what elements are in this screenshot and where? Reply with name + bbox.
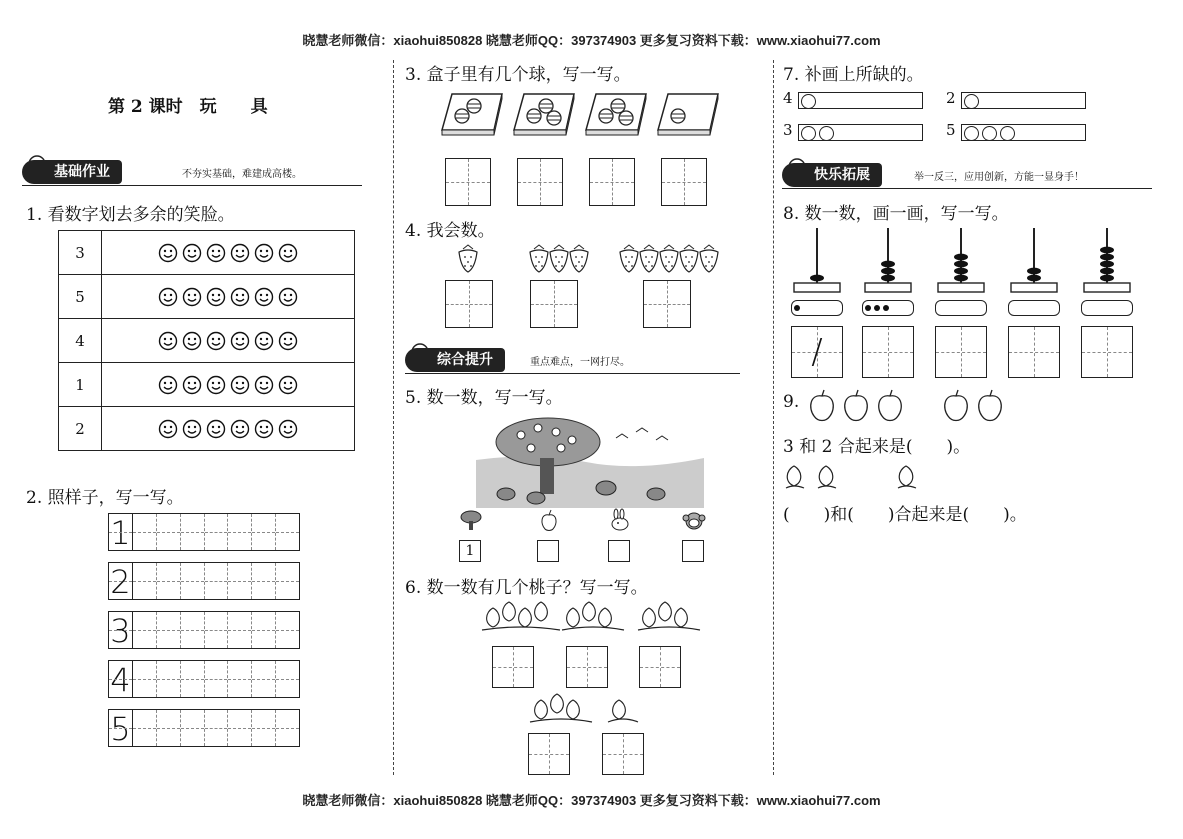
apples-illustration <box>806 388 1011 424</box>
smiley-face-icon[interactable] <box>182 375 202 395</box>
circle-bar[interactable] <box>798 92 923 109</box>
row-number: 3 <box>59 231 102 275</box>
writing-cell[interactable] <box>157 612 181 648</box>
tree-icon <box>458 508 484 532</box>
sample-digit: 3 <box>109 612 133 648</box>
bar-number: 5 <box>946 121 956 139</box>
faces-cell <box>102 363 355 407</box>
faces-cell <box>102 275 355 319</box>
writing-grid-row <box>108 660 300 698</box>
answer-grid-box[interactable] <box>602 733 644 775</box>
answer-box[interactable] <box>537 540 559 562</box>
column-divider <box>773 60 774 775</box>
writing-cell[interactable] <box>252 661 276 697</box>
writing-cell[interactable] <box>157 563 181 599</box>
answer-grid-box[interactable] <box>862 326 914 378</box>
ball-box-illustration <box>584 90 648 136</box>
answer-text: / <box>811 332 823 372</box>
peaches-illustration <box>782 460 942 494</box>
question-7-text: 7. 补画上所缺的。 <box>783 65 924 85</box>
ball-box-illustration <box>656 90 720 136</box>
sample-digit: 2 <box>109 563 133 599</box>
row-number: 2 <box>59 407 102 451</box>
answer-box[interactable] <box>608 540 630 562</box>
smiley-face-icon[interactable] <box>206 419 226 439</box>
circle-icon <box>801 94 816 109</box>
writing-cell[interactable] <box>181 563 205 599</box>
page-header: 晓慧老师微信：xiaohui850828 晓慧老师QQ：397374903 更多复习资料下载：www.xiaohui77.com <box>302 33 881 48</box>
bar-number: 4 <box>783 89 793 107</box>
smiley-face-icon[interactable] <box>158 331 178 351</box>
dot-drawing-box[interactable] <box>862 300 914 316</box>
smiley-face-icon[interactable] <box>158 287 178 307</box>
smiley-face-icon[interactable] <box>182 243 202 263</box>
smiley-face-icon[interactable] <box>182 331 202 351</box>
table-row <box>59 275 355 319</box>
peach-cluster-illustration <box>480 600 562 634</box>
smiley-face-icon[interactable] <box>278 375 298 395</box>
writing-cell[interactable] <box>157 514 181 550</box>
answer-box[interactable] <box>682 540 704 562</box>
circle-icon <box>982 126 997 141</box>
writing-grid-row <box>108 709 300 747</box>
ball-box-illustration <box>440 90 504 136</box>
smiley-face-icon[interactable] <box>278 243 298 263</box>
row-number: 4 <box>59 319 102 363</box>
row-number: 5 <box>59 275 102 319</box>
section-slogan: 举一反三，应用创新，方能一显身手！ <box>914 172 1084 183</box>
strawberry-group-illustration <box>455 244 479 274</box>
answer-grid-box[interactable] <box>1008 326 1060 378</box>
abacus-rod-illustration <box>1004 228 1064 294</box>
writing-cell[interactable] <box>133 514 157 550</box>
strawberry-group-illustration <box>526 244 590 274</box>
answer-grid-box[interactable] <box>566 646 608 688</box>
page-footer: 晓慧老师微信：xiaohui850828 晓慧老师QQ：397374903 更多复习资料下载：www.xiaohui77.com <box>302 793 881 808</box>
section-slogan: 重点难点，一网打尽。 <box>530 357 630 368</box>
peach-cluster-illustration <box>606 692 640 726</box>
answer-grid-box[interactable] <box>661 158 707 206</box>
writing-cell[interactable] <box>205 563 229 599</box>
question-3-text: 3. 盒子里有几个球，写一写。 <box>405 65 631 85</box>
smiley-face-icon[interactable] <box>182 287 202 307</box>
lesson-title: 第 2 课时 玩 具 <box>108 97 268 117</box>
writing-cell[interactable] <box>181 710 205 746</box>
circle-icon <box>964 94 979 109</box>
smiley-face-icon[interactable] <box>254 331 274 351</box>
circle-icon <box>819 126 834 141</box>
answer-grid-box[interactable] <box>492 646 534 688</box>
section-banner-fun <box>782 163 1152 189</box>
writing-cell[interactable] <box>276 563 299 599</box>
writing-cell[interactable] <box>276 612 299 648</box>
smiley-table <box>58 230 355 451</box>
monkey-icon <box>681 508 707 532</box>
writing-cell[interactable] <box>276 514 299 550</box>
section-slogan: 不夯实基础，难建成高楼。 <box>182 169 302 180</box>
section-banner-combined <box>405 348 740 374</box>
table-row <box>59 407 355 451</box>
answer-grid-box[interactable] <box>528 733 570 775</box>
rabbit-icon <box>607 508 633 532</box>
smiley-face-icon[interactable] <box>278 287 298 307</box>
writing-cell[interactable] <box>228 710 252 746</box>
writing-cell[interactable] <box>181 612 205 648</box>
table-row <box>59 319 355 363</box>
writing-cell[interactable] <box>205 612 229 648</box>
apple-icon <box>536 508 562 532</box>
abacus-rod-illustration <box>931 228 991 294</box>
strawberry-group-illustration <box>616 244 720 274</box>
question-8-text: 8. 数一数，画一画，写一写。 <box>783 204 1009 224</box>
smiley-face-icon[interactable] <box>230 287 250 307</box>
bar-number: 3 <box>783 121 793 139</box>
bar-number: 2 <box>946 89 956 107</box>
answer-grid-box[interactable] <box>589 158 635 206</box>
answer-grid-box[interactable] <box>639 646 681 688</box>
writing-cell[interactable] <box>181 514 205 550</box>
answer-box[interactable]: 1 <box>459 540 481 562</box>
question-6-text: 6. 数一数有几个桃子？写一写。 <box>405 578 648 598</box>
abacus-rod-illustration <box>787 228 847 294</box>
circle-bar[interactable] <box>961 124 1086 141</box>
answer-text <box>863 327 913 377</box>
answer-text <box>1082 327 1132 377</box>
writing-cell[interactable] <box>181 661 205 697</box>
writing-cell[interactable] <box>205 661 229 697</box>
peach-cluster-illustration <box>636 600 702 634</box>
writing-cell[interactable] <box>133 661 157 697</box>
answer-grid-box[interactable] <box>517 158 563 206</box>
question-9-line-2: ( )和( )合起来是( )。 <box>783 505 1027 525</box>
writing-cell[interactable] <box>133 563 157 599</box>
smiley-face-icon[interactable] <box>254 243 274 263</box>
table-row <box>59 231 355 275</box>
answer-grid-box[interactable] <box>935 326 987 378</box>
faces-cell <box>102 319 355 363</box>
smiley-face-icon[interactable] <box>278 419 298 439</box>
writing-cell[interactable] <box>276 710 299 746</box>
smiley-face-icon[interactable] <box>206 375 226 395</box>
dot-icon <box>865 305 871 311</box>
writing-cell[interactable] <box>133 612 157 648</box>
smiley-face-icon[interactable] <box>206 287 226 307</box>
writing-grid-row <box>108 513 300 551</box>
table-row <box>59 363 355 407</box>
writing-cell[interactable] <box>157 710 181 746</box>
circle-icon <box>1000 126 1015 141</box>
circle-icon <box>801 126 816 141</box>
answer-grid-box[interactable] <box>1081 326 1133 378</box>
dot-icon <box>874 305 880 311</box>
circle-bar[interactable] <box>961 92 1086 109</box>
sample-digit: 5 <box>109 710 133 746</box>
smiley-face-icon[interactable] <box>230 419 250 439</box>
writing-grid-row <box>108 611 300 649</box>
smiley-face-icon[interactable] <box>182 419 202 439</box>
answer-grid-box[interactable] <box>791 326 843 378</box>
writing-cell[interactable] <box>228 612 252 648</box>
faces-cell <box>102 407 355 451</box>
answer-text <box>1009 327 1059 377</box>
answer-grid-box[interactable] <box>643 280 691 328</box>
section-label: 基础作业 <box>22 160 122 184</box>
writing-cell[interactable] <box>252 612 276 648</box>
smiley-face-icon[interactable] <box>206 243 226 263</box>
circle-icon <box>964 126 979 141</box>
writing-cell[interactable] <box>157 661 181 697</box>
smiley-face-icon[interactable] <box>158 243 178 263</box>
dot-drawing-box[interactable] <box>1081 300 1133 316</box>
writing-cell[interactable] <box>252 514 276 550</box>
writing-cell[interactable] <box>205 710 229 746</box>
smiley-face-icon[interactable] <box>206 331 226 351</box>
smiley-face-icon[interactable] <box>230 243 250 263</box>
question-9-line-1: 3 和 2 合起来是( )。 <box>783 437 971 457</box>
row-number: 1 <box>59 363 102 407</box>
dot-icon <box>883 305 889 311</box>
question-9-label: 9. <box>783 392 800 412</box>
dot-icon <box>794 305 800 311</box>
writing-cell[interactable] <box>205 514 229 550</box>
column-divider <box>393 60 394 775</box>
sample-digit: 4 <box>109 661 133 697</box>
smiley-face-icon[interactable] <box>254 375 274 395</box>
question-4-text: 4. 我会数。 <box>405 221 495 241</box>
writing-cell[interactable] <box>133 710 157 746</box>
dot-drawing-box[interactable] <box>791 300 843 316</box>
writing-cell[interactable] <box>228 661 252 697</box>
smiley-face-icon[interactable] <box>254 287 274 307</box>
sample-digit: 1 <box>109 514 133 550</box>
answer-grid-box[interactable] <box>530 280 578 328</box>
writing-cell[interactable] <box>228 563 252 599</box>
section-banner-basic <box>22 160 362 186</box>
smiley-face-icon[interactable] <box>230 331 250 351</box>
section-label: 综合提升 <box>405 348 505 372</box>
writing-cell[interactable] <box>276 661 299 697</box>
writing-cell[interactable] <box>228 514 252 550</box>
question-1-text: 1. 看数字划去多余的笑脸。 <box>26 205 235 225</box>
answer-text <box>936 327 986 377</box>
circle-bar[interactable] <box>798 124 923 141</box>
smiley-face-icon[interactable] <box>254 419 274 439</box>
garden-scene-illustration <box>476 410 704 508</box>
dot-drawing-box[interactable] <box>1008 300 1060 316</box>
smiley-face-icon[interactable] <box>158 375 178 395</box>
smiley-face-icon[interactable] <box>158 419 178 439</box>
question-5-text: 5. 数一数，写一写。 <box>405 388 563 408</box>
answer-grid-box[interactable] <box>445 280 493 328</box>
answer-grid-box[interactable] <box>445 158 491 206</box>
smiley-face-icon[interactable] <box>230 375 250 395</box>
peach-cluster-illustration <box>528 692 594 726</box>
question-2-text: 2. 照样子，写一写。 <box>26 488 184 508</box>
writing-cell[interactable] <box>252 563 276 599</box>
smiley-face-icon[interactable] <box>278 331 298 351</box>
abacus-rod-illustration <box>858 228 918 294</box>
ball-box-illustration <box>512 90 576 136</box>
abacus-rod-illustration <box>1077 228 1137 294</box>
section-label: 快乐拓展 <box>782 163 882 187</box>
faces-cell <box>102 231 355 275</box>
writing-grid-row <box>108 562 300 600</box>
dot-drawing-box[interactable] <box>935 300 987 316</box>
writing-cell[interactable] <box>252 710 276 746</box>
peach-cluster-illustration <box>560 600 626 634</box>
